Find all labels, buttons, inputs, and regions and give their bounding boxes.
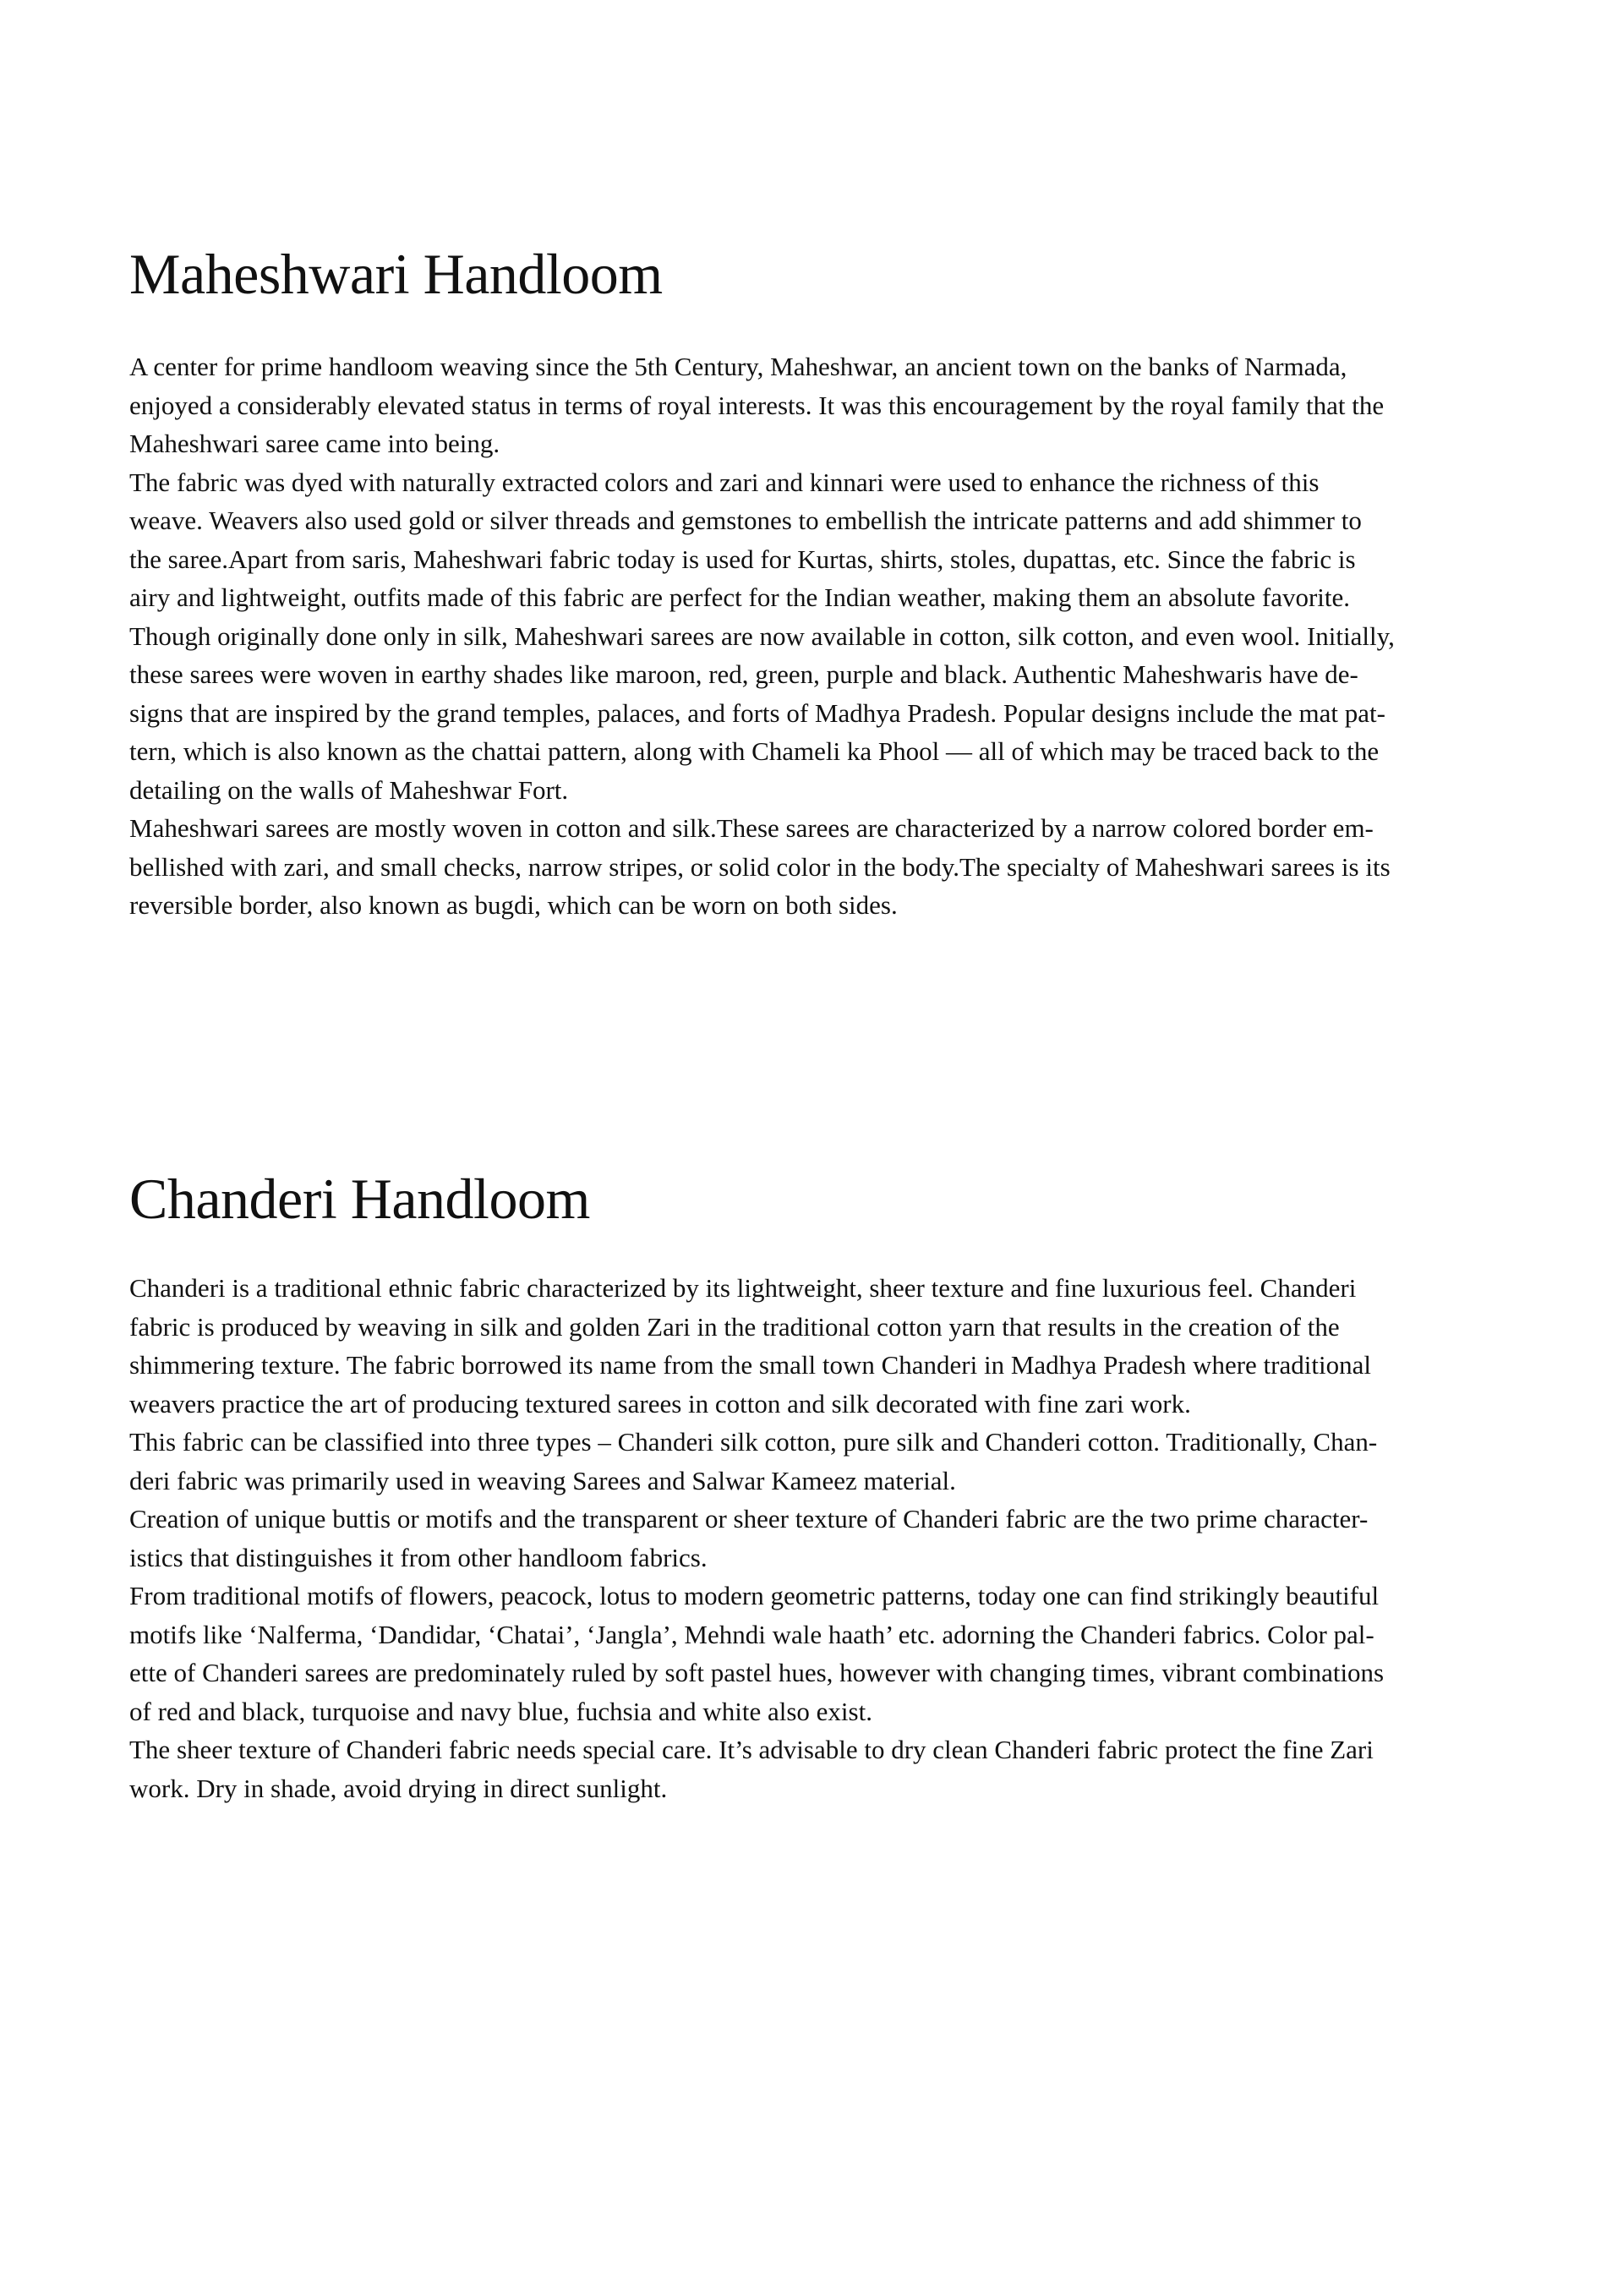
text-line: fabric is produced by weaving in silk and golden Zari in the traditional cotton yarn that results in the creation of the xyxy=(129,1311,1340,1342)
text-line: istics that distinguishes it from other handloom fabrics. xyxy=(129,1542,708,1572)
text-line: Maheshwari saree came into being. xyxy=(129,429,500,458)
text-line: these sarees were woven in earthy shades like maroon, red, green, purple and black. Authentic Maheshwaris have de- xyxy=(129,659,1358,689)
text-line: bellished with zari, and small checks, narrow stripes, or solid color in the body.The specialty of Maheshwari sarees is its xyxy=(129,851,1391,882)
text-line: enjoyed a considerably elevated status in terms of royal interests. It was this encouragement by the royal family that the xyxy=(129,390,1385,420)
text-line: Creation of unique buttis or motifs and the transparent or sheer texture of Chanderi fabric are the two prime character- xyxy=(129,1504,1369,1533)
section-body xyxy=(129,1269,1384,1807)
text-line: A center for prime handloom weaving since the 5th Century, Maheshwar, an ancient town on the banks of Narmada, xyxy=(129,352,1347,381)
text-line: Maheshwari sarees are mostly woven in cotton and silk.These sarees are characterized by a narrow colored border em- xyxy=(129,813,1374,843)
text-line: of red and black, turquoise and navy blue, fuchsia and white also exist. xyxy=(129,1696,872,1726)
text-line: tern, which is also known as the chattai pattern, along with Chameli ka Phool — all of which may be traced back to the xyxy=(129,736,1380,766)
text-line: detailing on the walls of Maheshwar Fort. xyxy=(129,774,569,805)
text-line: weavers practice the art of producing textured sarees in cotton and silk decorated with fine zari work. xyxy=(129,1388,1191,1419)
text-line: Chanderi is a traditional ethnic fabric characterized by its lightweight, sheer texture and fine luxurious feel. Chanderi xyxy=(129,1273,1357,1303)
text-line: reversible border, also known as bugdi, which can be worn on both sides. xyxy=(129,890,898,920)
text-line: shimmering texture. The fabric borrowed its name from the small town Chanderi in Madhya Pradesh where traditional xyxy=(129,1350,1371,1380)
text-line: Though originally done only in silk, Maheshwari sarees are now available in cotton, silk cotton, and even wool. Initially, xyxy=(129,620,1395,651)
text-line: motifs like ‘Nalferma, ‘Dandidar, ‘Chatai’, ‘Jangla’, Mehndi wale haath’ etc. adorning the Chanderi fabrics. Color pal- xyxy=(129,1619,1374,1649)
chanderi-section xyxy=(129,1167,1549,1803)
text-line: airy and lightweight, outfits made of this fabric are perfect for the Indian weather, making them an absolute favorite. xyxy=(129,582,1351,612)
text-line: signs that are inspired by the grand temples, palaces, and forts of Madhya Pradesh. Popular designs include the mat pat- xyxy=(129,697,1385,728)
maheshwari-section xyxy=(129,242,1549,920)
text-line: From traditional motifs of flowers, peacock, lotus to modern geometric patterns, today one can find strikingly beautiful xyxy=(129,1581,1380,1610)
text-line: work. Dry in shade, avoid drying in direct sunlight. xyxy=(129,1773,668,1803)
text-line: ette of Chanderi sarees are predominately ruled by soft pastel hues, however with changing times, vibrant combinations xyxy=(129,1658,1385,1687)
section-body xyxy=(129,347,1395,925)
text-line: the saree.Apart from saris, Maheshwari fabric today is used for Kurtas, shirts, stoles, dupattas, etc. Since the fabric is xyxy=(129,544,1356,574)
text-line: This fabric can be classified into three types – Chanderi silk cotton, pure silk and Chanderi cotton. Traditionally, Chan- xyxy=(129,1427,1378,1457)
text-line: deri fabric was primarily used in weaving Sarees and Salwar Kameez material. xyxy=(129,1465,956,1495)
section-heading: Maheshwari Handloom xyxy=(129,242,663,306)
text-line: The sheer texture of Chanderi fabric needs special care. It’s advisable to dry clean Chanderi fabric protect the fine Zari xyxy=(129,1735,1374,1764)
text-line: The fabric was dyed with naturally extracted colors and zari and kinnari were used to enhance the richness of this xyxy=(129,467,1320,497)
section-heading: Chanderi Handloom xyxy=(129,1167,590,1231)
text-line: weave. Weavers also used gold or silver threads and gemstones to embellish the intricate patterns and add shimmer to xyxy=(129,506,1362,535)
